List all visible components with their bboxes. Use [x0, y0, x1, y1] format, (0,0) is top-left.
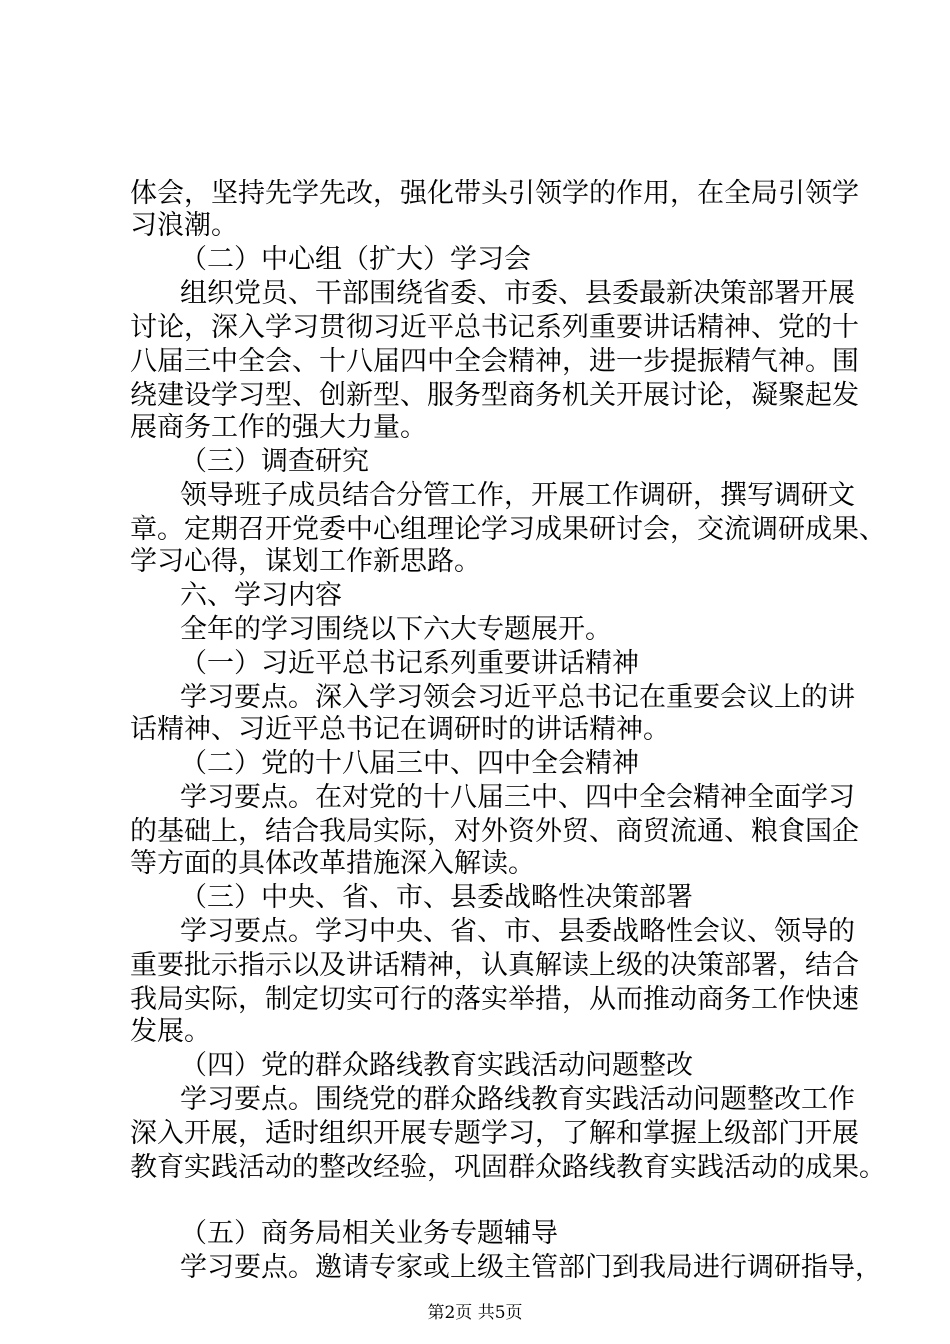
paragraph-line: 学习要点。在对党的十八届三中、四中全会精神全面学习 [180, 782, 855, 813]
section-heading: （一）习近平总书记系列重要讲话精神 [180, 648, 639, 679]
paragraph-line: 教育实践活动的整改经验，巩固群众路线教育实践活动的成果。 [130, 1152, 886, 1183]
paragraph-line: 学习要点。学习中央、省、市、县委战略性会议、领导的 [180, 916, 855, 947]
paragraph-line: 深入开展，适时组织开展专题学习，了解和掌握上级部门开展 [130, 1118, 859, 1149]
paragraph-line: 话精神、习近平总书记在调研时的讲话精神。 [130, 714, 670, 745]
paragraph-line: 重要批示指示以及讲话精神，认真解读上级的决策部署，结合 [130, 950, 859, 981]
paragraph-line: 绕建设学习型、创新型、服务型商务机关开展讨论，凝聚起发 [130, 380, 859, 411]
paragraph-line: 领导班子成员结合分管工作，开展工作调研，撰写调研文 [180, 480, 855, 511]
paragraph-line: 组织党员、干部围绕省委、市委、县委最新决策部署开展 [180, 278, 855, 309]
paragraph-line: 展商务工作的强大力量。 [130, 412, 427, 443]
paragraph-line: 习浪潮。 [130, 210, 238, 241]
paragraph-line: 学习要点。邀请专家或上级主管部门到我局进行调研指导， [180, 1252, 882, 1283]
section-heading: （五）商务局相关业务专题辅导 [180, 1218, 558, 1249]
section-heading: （四）党的群众路线教育实践活动问题整改 [180, 1050, 693, 1081]
page-footer: 第2页 共5页 [427, 1303, 523, 1323]
section-heading: （三）中央、省、市、县委战略性决策部署 [180, 882, 693, 913]
paragraph-line: 发展。 [130, 1016, 211, 1047]
paragraph-line: 学习要点。深入学习领会习近平总书记在重要会议上的讲 [180, 682, 855, 713]
paragraph-line: 的基础上，结合我局实际，对外资外贸、商贸流通、粮食国企 [130, 816, 859, 847]
section-heading: （三）调查研究 [180, 446, 369, 477]
paragraph-line: 学习心得，谋划工作新思路。 [130, 546, 481, 577]
paragraph-line: 八届三中全会、十八届四中全会精神，进一步提振精气神。围 [130, 346, 859, 377]
paragraph-line: 我局实际，制定切实可行的落实举措，从而推动商务工作快速 [130, 984, 859, 1015]
paragraph-line: 体会，坚持先学先改，强化带头引领学的作用，在全局引领学 [130, 178, 859, 209]
paragraph-line: 等方面的具体改革措施深入解读。 [130, 848, 535, 879]
paragraph-line: 全年的学习围绕以下六大专题展开。 [180, 614, 612, 645]
section-heading: （二）中心组（扩大）学习会 [180, 244, 531, 275]
chapter-heading: 六、学习内容 [180, 580, 342, 611]
paragraph-line: 学习要点。围绕党的群众路线教育实践活动问题整改工作 [180, 1084, 855, 1115]
paragraph-line: 章。定期召开党委中心组理论学习成果研讨会，交流调研成果、 [130, 514, 886, 545]
paragraph-line: 讨论，深入学习贯彻习近平总书记系列重要讲话精神、党的十 [130, 312, 859, 343]
section-heading: （二）党的十八届三中、四中全会精神 [180, 748, 639, 779]
